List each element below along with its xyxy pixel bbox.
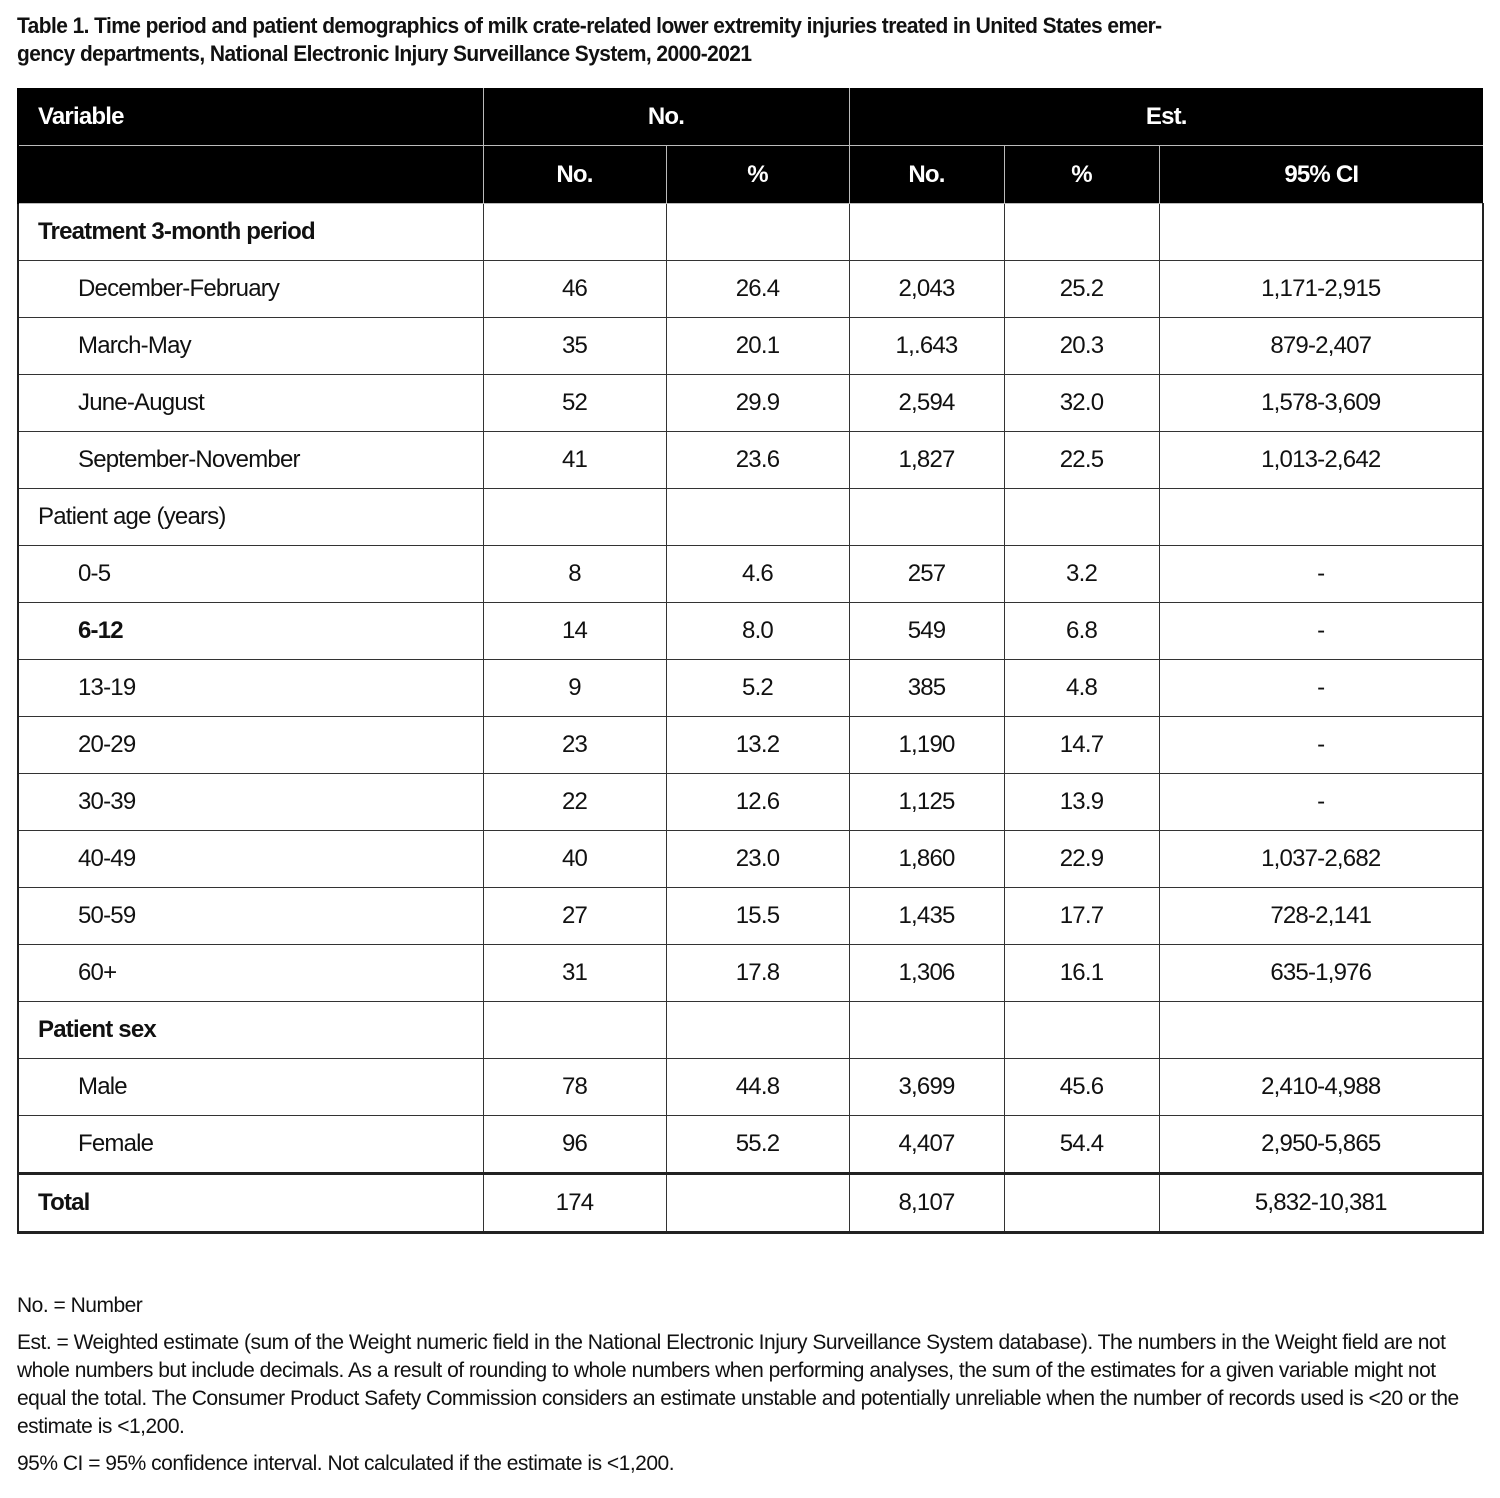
cell-est-percent: 32.0 [1004,375,1159,432]
table-row [18,432,1483,489]
cell-no-percent [666,489,849,546]
cell-no-percent: 4.6 [666,546,849,603]
cell-est-count: 385 [849,660,1004,717]
column-header-est-percent: % [1004,146,1159,204]
cell-est-count: 2,594 [849,375,1004,432]
cell-no-percent: 13.2 [666,717,849,774]
cell-est-count: 1,860 [849,831,1004,888]
row-label: December-February [18,261,483,318]
table-footnotes [17,1292,1487,1487]
row-label: September-November [18,432,483,489]
row-label: 0-5 [18,546,483,603]
cell-est-percent: 14.7 [1004,717,1159,774]
cell-no-count [483,489,666,546]
cell-no-percent: 5.2 [666,660,849,717]
row-label: 60+ [18,945,483,1002]
cell-est-count: 1,.643 [849,318,1004,375]
cell-est-count: 2,043 [849,261,1004,318]
cell-no-count: 52 [483,375,666,432]
table-body [18,204,1483,1233]
column-header-no-count: No. [483,146,666,204]
demographics-table [17,88,1484,1234]
cell-no-count: 96 [483,1116,666,1174]
group-label: Treatment 3-month period [18,204,483,261]
cell-est-percent: 22.5 [1004,432,1159,489]
cell-ci: 2,410-4,988 [1159,1059,1483,1116]
cell-est-percent: 20.3 [1004,318,1159,375]
row-label: June-August [18,375,483,432]
cell-est-percent: 6.8 [1004,603,1159,660]
cell-ci: 728-2,141 [1159,888,1483,945]
cell-no-percent: 55.2 [666,1116,849,1174]
cell-ci [1159,204,1483,261]
cell-est-percent: 45.6 [1004,1059,1159,1116]
cell-est-count: 257 [849,546,1004,603]
table-row [18,1059,1483,1116]
header-row-2 [18,146,1483,204]
column-group-header-est: Est. [849,88,1483,146]
table-row [18,603,1483,660]
cell-ci: 1,171-2,915 [1159,261,1483,318]
table-caption-line: Table 1. Time period and patient demographics of milk crate-related lower extremity injuries treated in United States emer- [17,13,1162,38]
cell-est-count [849,204,1004,261]
cell-no-percent: 29.9 [666,375,849,432]
table-group-row [18,489,1483,546]
row-label: Male [18,1059,483,1116]
cell-est-count [849,489,1004,546]
column-header-est-count: No. [849,146,1004,204]
column-header-no-percent: % [666,146,849,204]
cell-ci: 1,013-2,642 [1159,432,1483,489]
table-row [18,717,1483,774]
table-row [18,774,1483,831]
total-est-percent [1004,1174,1159,1233]
row-label: March-May [18,318,483,375]
cell-est-percent: 3.2 [1004,546,1159,603]
cell-no-percent: 23.6 [666,432,849,489]
group-label: Patient age (years) [18,489,483,546]
cell-no-count: 41 [483,432,666,489]
total-ci: 5,832-10,381 [1159,1174,1483,1233]
total-row [18,1174,1483,1233]
cell-ci: - [1159,660,1483,717]
cell-est-count: 1,306 [849,945,1004,1002]
cell-est-percent [1004,204,1159,261]
row-label: 30-39 [18,774,483,831]
group-label: Patient sex [18,1002,483,1059]
cell-no-percent: 15.5 [666,888,849,945]
cell-est-percent: 25.2 [1004,261,1159,318]
cell-ci: 879-2,407 [1159,318,1483,375]
cell-no-count: 78 [483,1059,666,1116]
cell-ci: - [1159,717,1483,774]
cell-ci: 2,950-5,865 [1159,1116,1483,1174]
cell-est-percent: 17.7 [1004,888,1159,945]
footnote-ci: 95% CI = 95% confidence interval. Not calculated if the estimate is <1,200. [17,1452,675,1475]
total-label: Total [18,1174,483,1233]
table-row [18,261,1483,318]
cell-no-percent: 8.0 [666,603,849,660]
cell-est-count: 1,827 [849,432,1004,489]
cell-est-count: 549 [849,603,1004,660]
table-caption-line: gency departments, National Electronic Injury Surveillance System, 2000-2021 [17,41,752,66]
row-label: 40-49 [18,831,483,888]
cell-no-percent: 44.8 [666,1059,849,1116]
cell-no-count: 8 [483,546,666,603]
table-row [18,546,1483,603]
cell-est-count: 3,699 [849,1059,1004,1116]
table-caption [17,12,1486,68]
cell-no-count: 31 [483,945,666,1002]
cell-ci: 1,037-2,682 [1159,831,1483,888]
cell-no-percent [666,204,849,261]
cell-est-count: 4,407 [849,1116,1004,1174]
column-header-ci: 95% CI [1159,146,1483,204]
cell-est-percent [1004,489,1159,546]
cell-ci: - [1159,603,1483,660]
cell-no-percent [666,1002,849,1059]
cell-est-count: 1,125 [849,774,1004,831]
cell-no-count: 46 [483,261,666,318]
row-label: 50-59 [18,888,483,945]
cell-no-count: 22 [483,774,666,831]
cell-no-count: 40 [483,831,666,888]
cell-est-percent: 54.4 [1004,1116,1159,1174]
table-row [18,945,1483,1002]
cell-no-count [483,1002,666,1059]
row-label: 13-19 [18,660,483,717]
total-no-percent [666,1174,849,1233]
cell-ci [1159,1002,1483,1059]
cell-est-percent: 13.9 [1004,774,1159,831]
table-group-row [18,204,1483,261]
row-label: Female [18,1116,483,1174]
header-row-1 [18,88,1483,146]
cell-no-count: 23 [483,717,666,774]
cell-no-percent: 12.6 [666,774,849,831]
cell-ci [1159,489,1483,546]
total-no-count: 174 [483,1174,666,1233]
cell-est-percent: 22.9 [1004,831,1159,888]
table-row [18,1116,1483,1174]
cell-no-percent: 26.4 [666,261,849,318]
cell-no-percent: 23.0 [666,831,849,888]
footnote-est: Est. = Weighted estimate (sum of the Weight numeric field in the National Electronic Injury Surveillance System database). The numbers in the Weight field are not whole numbers but include decimals. As a result of rounding to whole numbers when performing analyses, the sum of the estimates for a given variable might not equal the total. The Consumer Product Safety Commission considers an estimate unstable and potentially unreliable when the number of records used is <20 or the estimate is <1,200. [17,1331,1459,1438]
cell-no-count: 14 [483,603,666,660]
column-group-header-no: No. [483,88,849,146]
cell-no-count: 9 [483,660,666,717]
cell-est-percent: 16.1 [1004,945,1159,1002]
cell-est-count: 1,435 [849,888,1004,945]
table-row [18,660,1483,717]
table-row [18,831,1483,888]
total-est-count: 8,107 [849,1174,1004,1233]
cell-est-count [849,1002,1004,1059]
row-label: 6-12 [18,603,483,660]
cell-est-percent [1004,1002,1159,1059]
cell-no-count: 27 [483,888,666,945]
footnote-no: No. = Number [17,1294,143,1317]
cell-ci: 635-1,976 [1159,945,1483,1002]
cell-no-percent: 20.1 [666,318,849,375]
column-header-variable: Variable [18,88,483,146]
cell-est-count: 1,190 [849,717,1004,774]
table-row [18,318,1483,375]
cell-ci: 1,578-3,609 [1159,375,1483,432]
cell-ci: - [1159,774,1483,831]
cell-no-count [483,204,666,261]
cell-est-percent: 4.8 [1004,660,1159,717]
cell-no-count: 35 [483,318,666,375]
column-header-blank [18,146,483,204]
cell-no-percent: 17.8 [666,945,849,1002]
table-group-row [18,1002,1483,1059]
row-label: 20-29 [18,717,483,774]
table-row [18,375,1483,432]
table-row [18,888,1483,945]
cell-ci: - [1159,546,1483,603]
